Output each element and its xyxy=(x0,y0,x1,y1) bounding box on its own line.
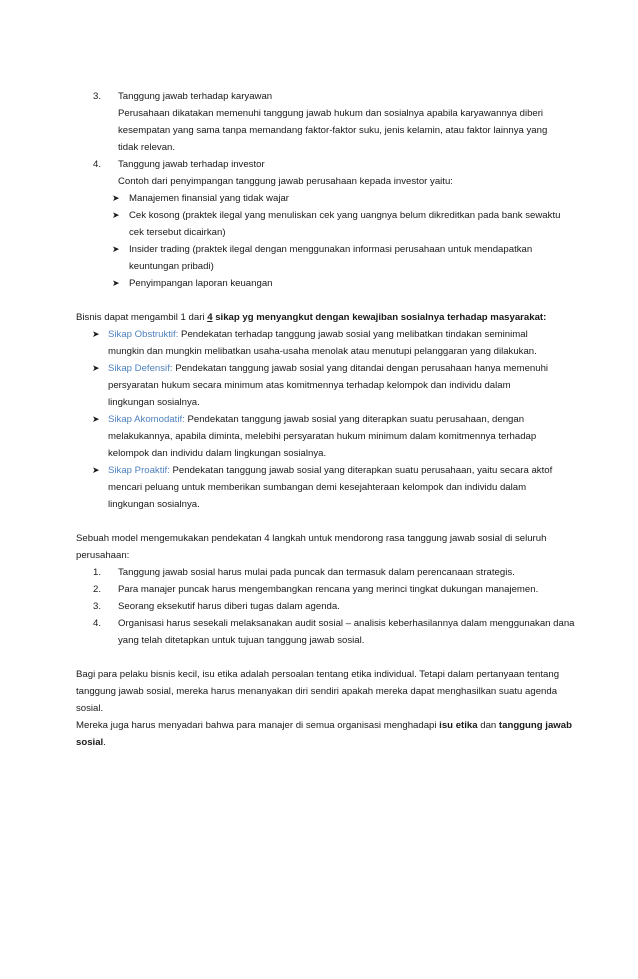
step-number: 1. xyxy=(93,567,102,578)
sikap-label: Sikap Akomodatif: xyxy=(108,414,185,425)
arrow-bullet-icon: ➤ xyxy=(92,465,100,475)
paragraph-line: tanggung jawab sosial, mereka harus menanyakan diri sendiri apakah mereka dapat menghasilkan suatu agenda xyxy=(76,686,558,697)
step-number: 3. xyxy=(93,601,102,612)
step-continuation: yang telah ditetapkan untuk tujuan tanggung jawab sosial. xyxy=(118,635,365,646)
sikap-item-obstruktif: ➤ Sikap Obstruktif: Pendekatan terhadap tanggung jawab sosial yang melibatkan tindakan seminimal xyxy=(76,326,564,343)
numbered-item-4-title xyxy=(76,156,564,173)
arrow-bullet-icon: ➤ xyxy=(92,414,100,424)
paragraph-line: perusahaan: xyxy=(76,550,130,561)
item-title: Tanggung jawab terhadap karyawan xyxy=(118,91,273,102)
step-text: Para manajer puncak harus mengembangkan rencana yang merinci tingkat dukungan manajemen. xyxy=(118,584,539,595)
paragraph-line: sosial. xyxy=(76,703,104,714)
sikap-label: Sikap Obstruktif: xyxy=(108,329,179,340)
step-text: Seorang eksekutif harus diberi tugas dalam agenda. xyxy=(118,601,340,612)
list-item xyxy=(76,190,564,207)
paragraph-line: Sebuah model mengemukakan pendekatan 4 langkah untuk mendorong rasa tanggung jawab sosial di seluruh xyxy=(76,533,547,544)
sikap-item-continuation: lingkungan sosialnya. xyxy=(108,499,200,510)
sikap-item-continuation: mungkin dan mungkin melibatkan usaha-usaha menolak atau menutupi pelanggaran yang dilakukan. xyxy=(108,346,537,357)
model-step xyxy=(76,564,564,581)
arrow-bullet-icon: ➤ xyxy=(112,193,120,203)
step-text: Organisasi harus sesekali melaksanakan audit sosial – analisis keberhasilannya dalam menggunakan dana xyxy=(118,618,575,629)
list-item-text: Manajemen finansial yang tidak wajar xyxy=(129,193,289,204)
closing-paragraph-end: sosial. xyxy=(76,737,106,748)
sikap-label: Sikap Proaktif: xyxy=(108,465,170,476)
list-item-text: Insider trading (praktek ilegal dengan menggunakan informasi perusahaan untuk mendapatkan xyxy=(129,244,533,255)
sikap-item-defensif: ➤ Sikap Defensif: Pendekatan tanggung jawab sosial yang ditandai dengan perusahaan hanya memenuhi xyxy=(76,360,564,377)
list-item xyxy=(76,207,564,224)
sikap-item-continuation: lingkungan sosialnya. xyxy=(108,397,200,408)
list-item-text: Penyimpangan laporan keuangan xyxy=(129,278,273,289)
step-number: 2. xyxy=(93,584,102,595)
sikap-item-continuation: mencari peluang untuk memberikan sumbangan demi kesejahteraan kelompok dan individu dalam xyxy=(108,482,527,493)
document-page xyxy=(76,88,575,751)
arrow-bullet-icon: ➤ xyxy=(112,210,120,220)
paragraph-line: Bagi para pelaku bisnis kecil, isu etika adalah persoalan tentang etika individual. Tetapi dalam pertanyaan tentang xyxy=(76,669,560,680)
sikap-item-proaktif: ➤ Sikap Proaktif: Pendekatan tanggung jawab sosial yang diterapkan suatu perusahaan, yaitu secara aktof xyxy=(76,462,564,479)
sikap-label: Sikap Defensif: xyxy=(108,363,173,374)
arrow-bullet-icon: ➤ xyxy=(112,278,120,288)
paragraph-line: kesempatan yang sama tanpa memandang faktor-faktor suku, jenis kelamin, atau faktor lainnya yang xyxy=(118,125,548,136)
item-number: 3. xyxy=(93,91,102,102)
sikap-item-akomodatif: ➤ Sikap Akomodatif: Pendekatan tanggung jawab sosial yang diterapkan suatu perusahaan, dengan xyxy=(76,411,564,428)
list-item xyxy=(76,241,564,258)
list-item xyxy=(76,275,564,292)
arrow-bullet-icon: ➤ xyxy=(112,244,120,254)
model-step xyxy=(76,615,575,632)
closing-paragraph: Mereka juga harus menyadari bahwa para manajer di semua organisasi menghadapi isu etika dan tanggung jawab xyxy=(76,720,572,731)
list-item-text: Cek kosong (praktek ilegal yang menuliskan cek yang uangnya belum dikreditkan pada bank sewaktu xyxy=(129,210,561,221)
paragraph-line: Contoh dari penyimpangan tanggung jawab perusahaan kepada investor yaitu: xyxy=(118,176,453,187)
numbered-item-3-title xyxy=(76,88,564,105)
arrow-bullet-icon: ➤ xyxy=(92,329,100,339)
list-item-continuation: keuntungan pribadi) xyxy=(129,261,214,272)
item-title: Tanggung jawab terhadap investor xyxy=(118,159,265,170)
paragraph-line: tidak relevan. xyxy=(118,142,176,153)
model-step xyxy=(76,581,564,598)
step-number: 4. xyxy=(93,618,102,629)
model-step xyxy=(76,598,564,615)
item-number: 4. xyxy=(93,159,102,170)
sikap-item-continuation: kelompok dan individu dalam lingkungan sosialnya. xyxy=(108,448,327,459)
sikap-item-continuation: persyaratan hukum secara minimum atas komitmennya terhadap kelompok dan individu dalam xyxy=(108,380,511,391)
sikap-item-continuation: melakukannya, apabila diminta, melebihi persyaratan hukum minimum dalam komitmennya terhadap xyxy=(108,431,537,442)
step-text: Tanggung jawab sosial harus mulai pada puncak dan termasuk dalam perencanaan strategis. xyxy=(118,567,515,578)
sikap-heading: Bisnis dapat mengambil 1 dari 4 sikap yg menyangkut dengan kewajiban sosialnya terhadap masyarakat: xyxy=(76,312,547,323)
arrow-bullet-icon: ➤ xyxy=(92,363,100,373)
paragraph-line: Perusahaan dikatakan memenuhi tanggung jawab hukum dan sosialnya apabila karyawannya diberi xyxy=(118,108,544,119)
list-item-continuation: cek tersebut dicairkan) xyxy=(129,227,226,238)
